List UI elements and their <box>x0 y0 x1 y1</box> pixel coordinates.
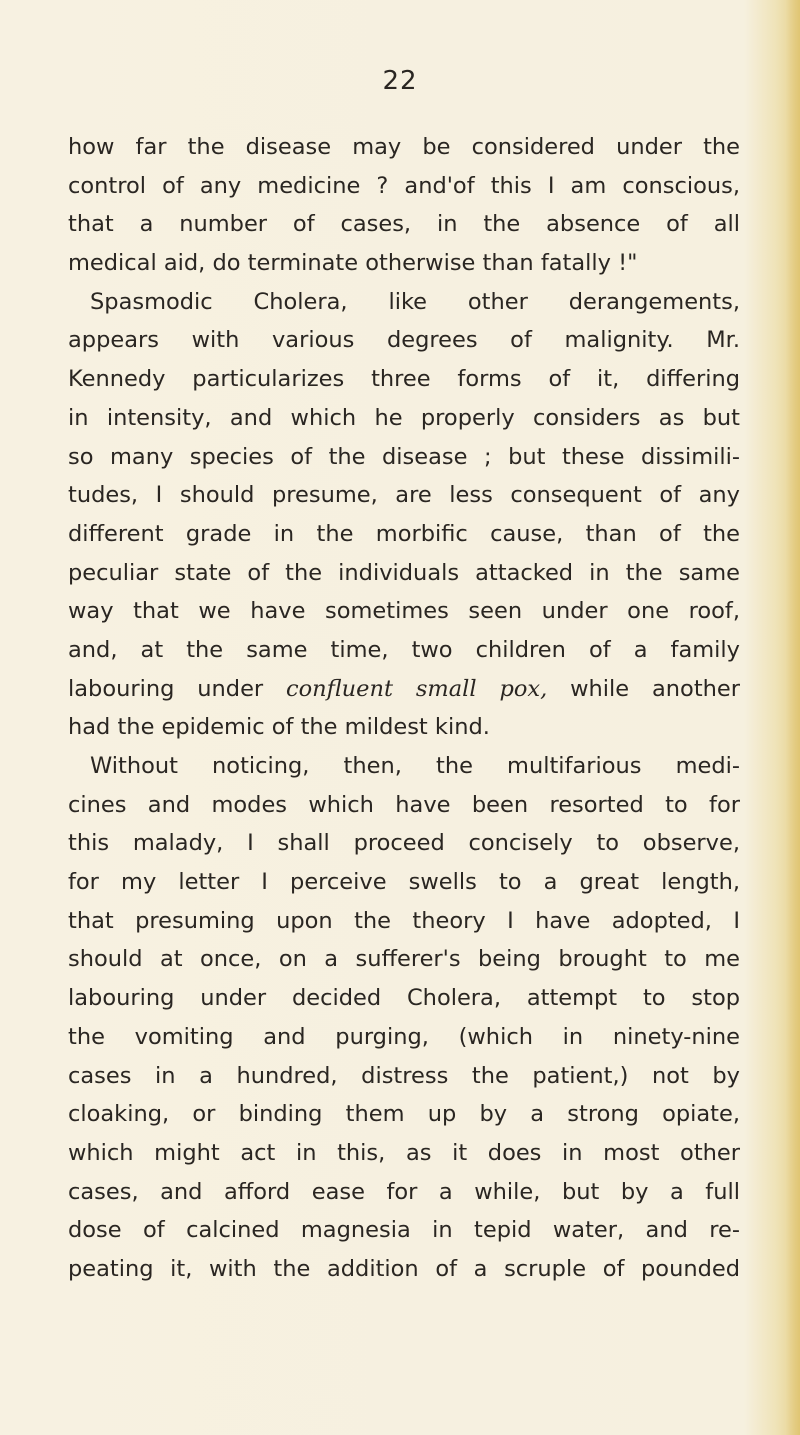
text-line <box>68 902 740 941</box>
text-line <box>68 631 740 670</box>
text-line <box>68 708 740 747</box>
text-segment: peating it, with the addition of a scruple of pounded <box>68 1255 740 1282</box>
text-segment: so many species of the disease ; but these dissimili- <box>68 443 740 470</box>
text-line <box>68 476 740 515</box>
text-line <box>68 592 740 631</box>
text-segment: cases, and afford ease for a while, but by a full <box>68 1178 740 1205</box>
italic-text: confluent small pox, <box>286 675 548 702</box>
text-segment: appears with various degrees of malignity. Mr. <box>68 327 740 354</box>
text-line <box>68 399 740 438</box>
text-segment: for my letter I perceive swells to a great length, <box>68 869 740 896</box>
text-segment: which might act in this, as it does in most other <box>68 1139 740 1166</box>
text-line <box>68 321 740 360</box>
text-segment: this malady, I shall proceed concisely to observe, <box>68 830 740 857</box>
text-line <box>68 1211 740 1250</box>
text-segment: cloaking, or binding them up by a strong opiate, <box>68 1101 740 1128</box>
text-line <box>68 940 740 979</box>
text-segment: and, at the same time, two children of a family <box>68 636 740 663</box>
text-segment: dose of calcined magnesia in tepid water, and re- <box>68 1217 740 1244</box>
text-line <box>68 205 740 244</box>
text-segment: Without noticing, then, the multifarious medi- <box>90 753 740 779</box>
text-line <box>68 1173 740 1212</box>
text-line <box>68 128 740 167</box>
text-segment: tudes, I should presume, are less consequent of any <box>68 482 740 509</box>
text-segment: should at once, on a sufferer's being brought to me <box>68 946 740 973</box>
text-line <box>68 1095 740 1134</box>
text-segment: control of any medicine ? and'of this I am conscious, <box>68 172 740 199</box>
text-line <box>68 167 740 206</box>
text-line <box>68 1134 740 1173</box>
text-segment: labouring under <box>68 675 287 702</box>
text-line <box>68 283 740 322</box>
text-segment: Spasmodic Cholera, like other derangements, <box>90 288 740 315</box>
text-line <box>68 438 740 477</box>
text-line <box>68 1057 740 1096</box>
page-edge-shading <box>786 0 800 1435</box>
text-segment: had the epidemic of the mildest kind. <box>68 714 490 741</box>
body-text <box>68 128 740 1289</box>
text-line <box>68 554 740 593</box>
text-line <box>68 747 740 786</box>
text-segment: that a number of cases, in the absence of all <box>68 211 740 238</box>
text-line <box>68 1250 740 1289</box>
text-segment: labouring under decided Cholera, attempt to stop <box>68 985 740 1012</box>
text-segment: peculiar state of the individuals attacked in the same <box>68 559 740 586</box>
text-segment: that presuming upon the theory I have adopted, I <box>68 907 740 934</box>
text-line <box>68 670 740 709</box>
text-line <box>68 863 740 902</box>
text-segment: medical aid, do terminate otherwise than fatally !" <box>68 250 638 277</box>
text-segment: while another <box>547 675 740 702</box>
text-line <box>68 786 740 825</box>
text-line <box>68 979 740 1018</box>
text-line <box>68 1018 740 1057</box>
text-segment: cines and modes which have been resorted to for <box>68 791 740 818</box>
text-segment: way that we have sometimes seen under one roof, <box>68 598 740 625</box>
text-segment: different grade in the morbific cause, than of the <box>68 520 740 547</box>
text-segment: Kennedy particularizes three forms of it, differing <box>68 366 740 393</box>
text-segment: how far the disease may be considered under the <box>68 134 740 160</box>
text-segment: the vomiting and purging, (which in ninety-nine <box>68 1023 740 1050</box>
text-line <box>68 824 740 863</box>
text-line <box>68 515 740 554</box>
text-line <box>68 360 740 399</box>
page-number: 22 <box>382 66 418 96</box>
text-line <box>68 244 740 283</box>
text-segment: in intensity, and which he properly considers as but <box>68 404 740 431</box>
text-segment: cases in a hundred, distress the patient,) not by <box>68 1062 740 1089</box>
